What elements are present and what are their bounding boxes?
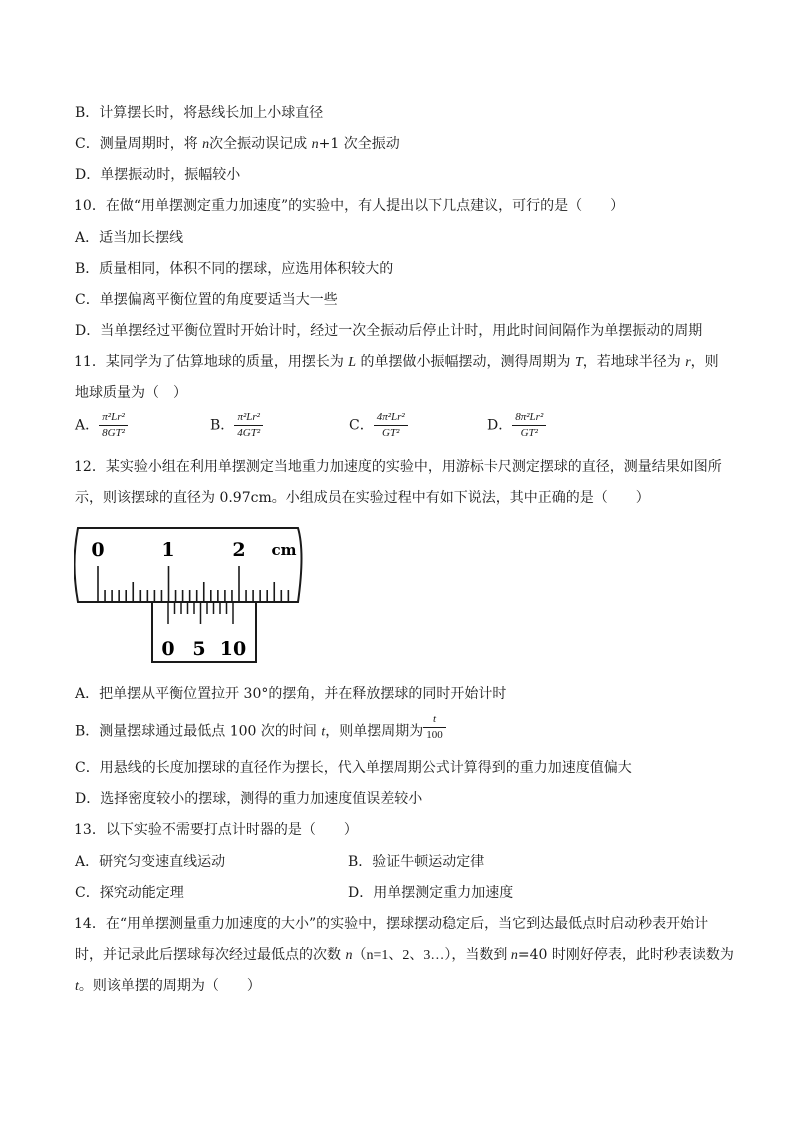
q11-option-b-label: B．: [210, 417, 235, 434]
q11-option-d-fraction: [512, 412, 546, 439]
q14-stem-line2: [75, 946, 734, 965]
q9-option-c-pre: C．测量周期时，将: [75, 136, 203, 152]
q11-stem-part2: 的单摆做小振幅摆动，测得周期为: [356, 354, 575, 370]
q12-option-d: D．选择密度较小的摆球，测得的重力加速度值误差较小: [75, 791, 423, 807]
q12-stem-line1: 12．某实验小组在利用单摆测定当地重力加速度的实验中，用游标卡尺测定摆球的直径，测量结果如图所: [74, 459, 722, 475]
q9-option-c: [75, 135, 400, 154]
q11-option-d-denominator: GT²: [520, 427, 538, 439]
q11-option-b-numerator: π²Lr²: [234, 412, 263, 426]
q11-option-c-fraction: [374, 412, 408, 439]
caliper-vernier-label-0: 0: [161, 638, 175, 660]
q14-line2-pre: 时，并记录此后摆球每次经过最低点的次数: [75, 947, 346, 963]
q11-option-d-numerator: 8π²Lr²: [512, 412, 546, 426]
q12-option-b-pre: B．测量摆球通过最低点 100 次的时间: [75, 723, 322, 740]
q11-stem-part4: ，则: [690, 354, 719, 370]
q13-stem: 13．以下实验不需要打点计时器的是（ ）: [74, 822, 358, 838]
q14-line2-paren: （n=1、2、3…），当数到: [352, 948, 511, 963]
q10-option-a: A．适当加长摆线: [75, 230, 184, 246]
q11-stem-part3: ，若地球半径为: [582, 354, 686, 370]
q11-option-a-fraction: [99, 412, 128, 439]
q11-option-b-denominator: 4GT²: [237, 427, 261, 439]
q11-option-a: [75, 412, 128, 439]
q9-option-d: D．单摆振动时，振幅较小: [75, 167, 241, 183]
q13-option-c: C．探究动能定理: [75, 885, 184, 901]
q11-option-a-label: A．: [75, 417, 100, 434]
q12-option-b: [75, 713, 446, 742]
caliper-main-label-2: 2: [232, 539, 246, 561]
caliper-vernier-label-5: 5: [192, 638, 206, 660]
q11-option-d: [487, 412, 546, 439]
q12-option-b-mid: ，则单摆周期为: [325, 723, 424, 740]
q11-option-d-label: D．: [487, 417, 513, 434]
vernier-caliper-figure: [74, 524, 306, 666]
q14-line3-post: 。则该单摆的周期为（ ）: [78, 978, 261, 994]
q12-stem-line2: 示，则该摆球的直径为 0.97cm。小组成员在实验过程中有如下说法，其中正确的是（ ）: [75, 490, 650, 506]
q12-option-b-var-t: t: [321, 724, 326, 740]
q14-line2-post: =40 时刚好停表，此时秒表读数为: [517, 947, 734, 963]
q14-stem-line1: 14．在“用单摆测量重力加速度的大小”的实验中，摆球摆动稳定后，当它到达最低点时启动秒表开始计: [74, 916, 709, 932]
q12-option-a: A．把单摆从平衡位置拉开 30°的摆角，并在释放摆球的同时开始计时: [75, 686, 507, 702]
q9-option-c-post: +1 次全振动: [318, 136, 400, 152]
q12-option-b-numerator: t: [423, 714, 446, 728]
q14-line3-var-t: t: [75, 979, 79, 994]
q14-line2-var-n2: n: [510, 948, 518, 963]
caliper-vernier-label-10: 10: [219, 638, 247, 660]
q11-option-a-denominator: 8GT²: [102, 427, 125, 439]
q11-stem-part1: 11．某同学为了估算地球的质量，用摆长为: [74, 354, 349, 370]
q11-stem: [74, 353, 719, 372]
q11-option-b: [210, 412, 263, 439]
q11-var-r: r: [685, 355, 691, 370]
q14-line2-var-n: n: [345, 948, 353, 963]
q11-option-c-numerator: 4π²Lr²: [374, 412, 408, 426]
q11-option-b-fraction: [234, 412, 263, 439]
q12-option-c: C．用悬线的长度加摆球的直径作为摆长，代入单摆周期公式计算得到的重力加速度值偏大: [75, 760, 632, 776]
q9-option-c-var-n2: n: [311, 137, 319, 152]
q13-option-b: B．验证牛顿运动定律: [348, 854, 485, 870]
q12-option-b-denominator: 100: [426, 729, 443, 741]
q10-option-c: C．单摆偏离平衡位置的角度要适当大一些: [75, 292, 338, 308]
q9-option-b: B．计算摆长时，将悬线长加上小球直径: [75, 105, 324, 121]
q9-option-c-mid: 次全振动误记成: [209, 136, 312, 152]
q13-option-a: A．研究匀变速直线运动: [75, 854, 226, 870]
q13-option-d: D．用单摆测定重力加速度: [348, 885, 514, 901]
caliper-main-label-0: 0: [91, 539, 105, 561]
q11-option-c: [349, 412, 408, 439]
q14-stem-line3: [75, 977, 261, 996]
q11-option-c-denominator: GT²: [382, 427, 400, 439]
q11-stem-line2: 地球质量为（ ）: [75, 385, 187, 401]
q11-option-c-label: C．: [349, 417, 374, 434]
q11-var-L: L: [348, 355, 357, 370]
q12-option-b-fraction: [423, 714, 446, 741]
caliper-main-label-1: 1: [161, 539, 175, 561]
q10-option-b: B．质量相同，体积不同的摆球，应选用体积较大的: [75, 261, 394, 277]
q10-option-d: D．当单摆经过平衡位置时开始计时，经过一次全振动后停止计时，用此时间间隔作为单摆振动的周期: [75, 323, 703, 339]
q11-var-T: T: [574, 355, 583, 370]
q10-stem: 10．在做“用单摆测定重力加速度”的实验中，有人提出以下几点建议，可行的是（ ）: [74, 198, 625, 214]
caliper-unit-label: cm: [271, 541, 297, 559]
q11-option-a-numerator: π²Lr²: [99, 412, 128, 426]
q9-option-c-var-n: n: [202, 137, 210, 152]
